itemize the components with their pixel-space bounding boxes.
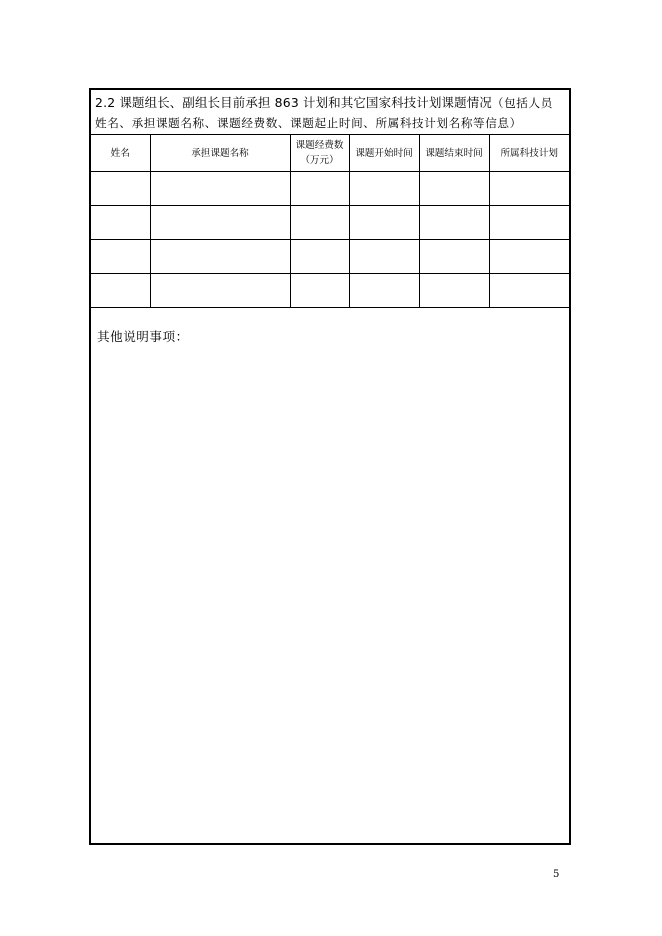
table-cell[interactable] — [91, 274, 150, 308]
section-heading-note: （包括人员姓名、承担课题名称、课题经费数、课题起止时间、所属科技计划名称等信息） — [95, 96, 553, 130]
table-cell[interactable] — [489, 240, 569, 274]
col-header-name: 姓名 — [91, 135, 150, 172]
table-cell[interactable] — [150, 240, 290, 274]
col-header-start-time: 课题开始时间 — [349, 135, 419, 172]
col-header-funding-label: 课题经费数 — [295, 140, 344, 151]
col-header-end-time: 课题结束时间 — [419, 135, 489, 172]
table-cell[interactable] — [290, 206, 349, 240]
projects-table — [91, 135, 569, 308]
table-cell[interactable] — [349, 240, 419, 274]
table-cell[interactable] — [290, 172, 349, 206]
col-header-project-title: 承担课题名称 — [150, 135, 290, 172]
table-cell[interactable] — [489, 274, 569, 308]
table-cell[interactable] — [489, 206, 569, 240]
table-header-row — [91, 135, 569, 172]
section-heading-lead: 2.2 课题组长、副组长目前承担 863 计划和其它国家科技计划课题情况 — [95, 95, 492, 110]
table-row — [91, 206, 569, 240]
table-cell[interactable] — [419, 274, 489, 308]
table-cell[interactable] — [150, 274, 290, 308]
table-cell[interactable] — [419, 240, 489, 274]
table-row — [91, 240, 569, 274]
table-cell[interactable] — [290, 240, 349, 274]
table-row — [91, 172, 569, 206]
section-heading — [91, 90, 569, 135]
table-cell[interactable] — [290, 274, 349, 308]
table-cell[interactable] — [419, 206, 489, 240]
table-cell[interactable] — [91, 172, 150, 206]
table-cell[interactable] — [349, 274, 419, 308]
page-number: 5 — [553, 869, 560, 880]
col-header-program: 所属科技计划 — [489, 135, 569, 172]
col-header-funding-unit: （万元） — [300, 155, 339, 166]
table-row — [91, 274, 569, 308]
form-frame — [89, 88, 571, 845]
table-cell[interactable] — [489, 172, 569, 206]
table-cell[interactable] — [419, 172, 489, 206]
table-cell[interactable] — [91, 206, 150, 240]
notes-label: 其他说明事项： — [97, 329, 189, 344]
table-cell[interactable] — [349, 172, 419, 206]
table-cell[interactable] — [91, 240, 150, 274]
table-cell[interactable] — [150, 172, 290, 206]
col-header-funding — [290, 135, 349, 172]
table-cell[interactable] — [150, 206, 290, 240]
table-cell[interactable] — [349, 206, 419, 240]
